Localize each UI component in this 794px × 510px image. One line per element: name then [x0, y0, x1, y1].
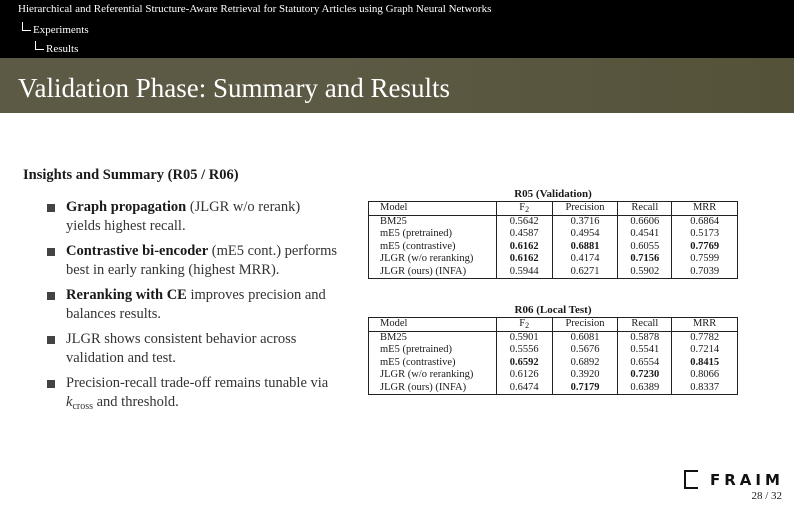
bullet-square-icon [47, 380, 55, 388]
metric-cell: 0.6592 [496, 357, 552, 370]
results-table [368, 317, 738, 395]
model-cell: mE5 (pretrained) [380, 228, 453, 239]
bullet-square-icon [47, 204, 55, 212]
metric-cell: 0.6389 [618, 382, 672, 395]
metric-cell: 0.8066 [672, 369, 738, 382]
metric-cell: 0.6864 [672, 215, 738, 228]
metric-cell: 0.7769 [672, 241, 738, 254]
list-item: JLGR shows consistent behavior across validation and test. [47, 330, 337, 368]
metric-cell: 0.7230 [618, 369, 672, 382]
model-cell: mE5 (pretrained) [380, 344, 453, 355]
column-header: MRR [672, 202, 738, 216]
metric-cell: 0.8415 [672, 357, 738, 370]
results-table-r05 [368, 187, 738, 279]
metric-cell: 0.5642 [496, 215, 552, 228]
insights-list [47, 198, 337, 418]
list-item: Graph propagation (JLGR w/o rerank) yields highest recall. [47, 198, 337, 236]
table-header-row [369, 202, 738, 216]
table-row [369, 228, 738, 241]
model-cell: JLGR (w/o reranking) [380, 369, 474, 380]
table-caption: R05 (Validation) [514, 188, 592, 200]
table-row [369, 357, 738, 370]
breadcrumb-subsection[interactable]: Results [35, 41, 78, 56]
metric-cell: 0.7156 [618, 253, 672, 266]
results-table [368, 201, 738, 279]
metric-cell: 0.4954 [552, 228, 618, 241]
model-cell: JLGR (w/o reranking) [380, 253, 474, 264]
model-cell: BM25 [380, 215, 407, 227]
metric-cell: 0.7179 [552, 382, 618, 395]
metric-cell: 0.7214 [672, 344, 738, 357]
metric-cell: 0.5902 [618, 266, 672, 279]
logo-bracket-icon [684, 470, 698, 489]
metric-cell: 0.8337 [672, 382, 738, 395]
metric-cell: 0.6162 [496, 241, 552, 254]
metric-cell: 0.5944 [496, 266, 552, 279]
metric-cell: 0.6081 [552, 331, 618, 344]
column-header: Recall [618, 318, 672, 332]
metric-cell: 0.7782 [672, 331, 738, 344]
column-header: F2 [496, 318, 552, 332]
model-cell: mE5 (contrastive) [380, 356, 456, 368]
metric-cell: 0.5676 [552, 344, 618, 357]
model-cell: JLGR (ours) (INFA) [380, 381, 467, 393]
table-row [369, 344, 738, 357]
metric-cell: 0.4587 [496, 228, 552, 241]
metric-cell: 0.6055 [618, 241, 672, 254]
table-row [369, 369, 738, 382]
bullet-square-icon [47, 336, 55, 344]
breadcrumb-section[interactable]: Experiments [22, 22, 89, 37]
tree-branch-icon [22, 22, 31, 31]
model-cell: mE5 (contrastive) [380, 240, 456, 252]
metric-cell: 0.3716 [552, 215, 618, 228]
table-row [369, 331, 738, 344]
metric-cell: 0.5173 [672, 228, 738, 241]
list-item: Reranking with CE improves precision and balances results. [47, 286, 337, 324]
metric-cell: 0.6271 [552, 266, 618, 279]
metric-cell: 0.6881 [552, 241, 618, 254]
table-row [369, 382, 738, 395]
metric-cell: 0.5556 [496, 344, 552, 357]
metric-cell: 0.5878 [618, 331, 672, 344]
column-header: MRR [672, 318, 738, 332]
metric-cell: 0.6554 [618, 357, 672, 370]
metric-cell: 0.7039 [672, 266, 738, 279]
list-item: Precision-recall trade-off remains tunable via $k_{cross}$ and threshold. [47, 374, 337, 412]
metric-cell: 0.6162 [496, 253, 552, 266]
metric-cell: 0.6892 [552, 357, 618, 370]
model-cell: JLGR (ours) (INFA) [380, 265, 467, 277]
insights-heading: Insights and Summary (R05 / R06) [23, 167, 239, 183]
column-header: Precision [552, 202, 618, 216]
metric-cell: 0.5541 [618, 344, 672, 357]
bullet-square-icon [47, 248, 55, 256]
metric-cell: 0.4541 [618, 228, 672, 241]
column-header: F2 [496, 202, 552, 216]
table-row [369, 215, 738, 228]
model-cell: BM25 [380, 331, 407, 343]
column-header: Recall [618, 202, 672, 216]
tree-branch-icon [35, 41, 44, 50]
column-header: Model [369, 318, 497, 332]
metric-cell: 0.4174 [552, 253, 618, 266]
page-title: Validation Phase: Summary and Results [18, 73, 450, 103]
metric-cell: 0.5901 [496, 331, 552, 344]
metric-cell: 0.3920 [552, 369, 618, 382]
column-header: Precision [552, 318, 618, 332]
metric-cell: 0.6126 [496, 369, 552, 382]
list-item: Contrastive bi-encoder (mE5 cont.) performs best in early ranking (highest MRR). [47, 242, 337, 280]
bullet-square-icon [47, 292, 55, 300]
fraim-logo: FRAIM [684, 470, 779, 490]
table-row [369, 241, 738, 254]
table-header-row [369, 318, 738, 332]
results-table-r06 [368, 303, 738, 395]
metric-cell: 0.7599 [672, 253, 738, 266]
column-header: Model [369, 202, 497, 216]
table-row [369, 253, 738, 266]
table-caption: R06 (Local Test) [514, 304, 592, 316]
table-row [369, 266, 738, 279]
metric-cell: 0.6474 [496, 382, 552, 395]
breadcrumb-presentation-title[interactable]: Hierarchical and Referential Structure-Aware Retrieval for Statutory Articles using Graph Neural Networks [18, 3, 492, 15]
page-number: 28 / 32 [751, 490, 782, 502]
metric-cell: 0.6606 [618, 215, 672, 228]
